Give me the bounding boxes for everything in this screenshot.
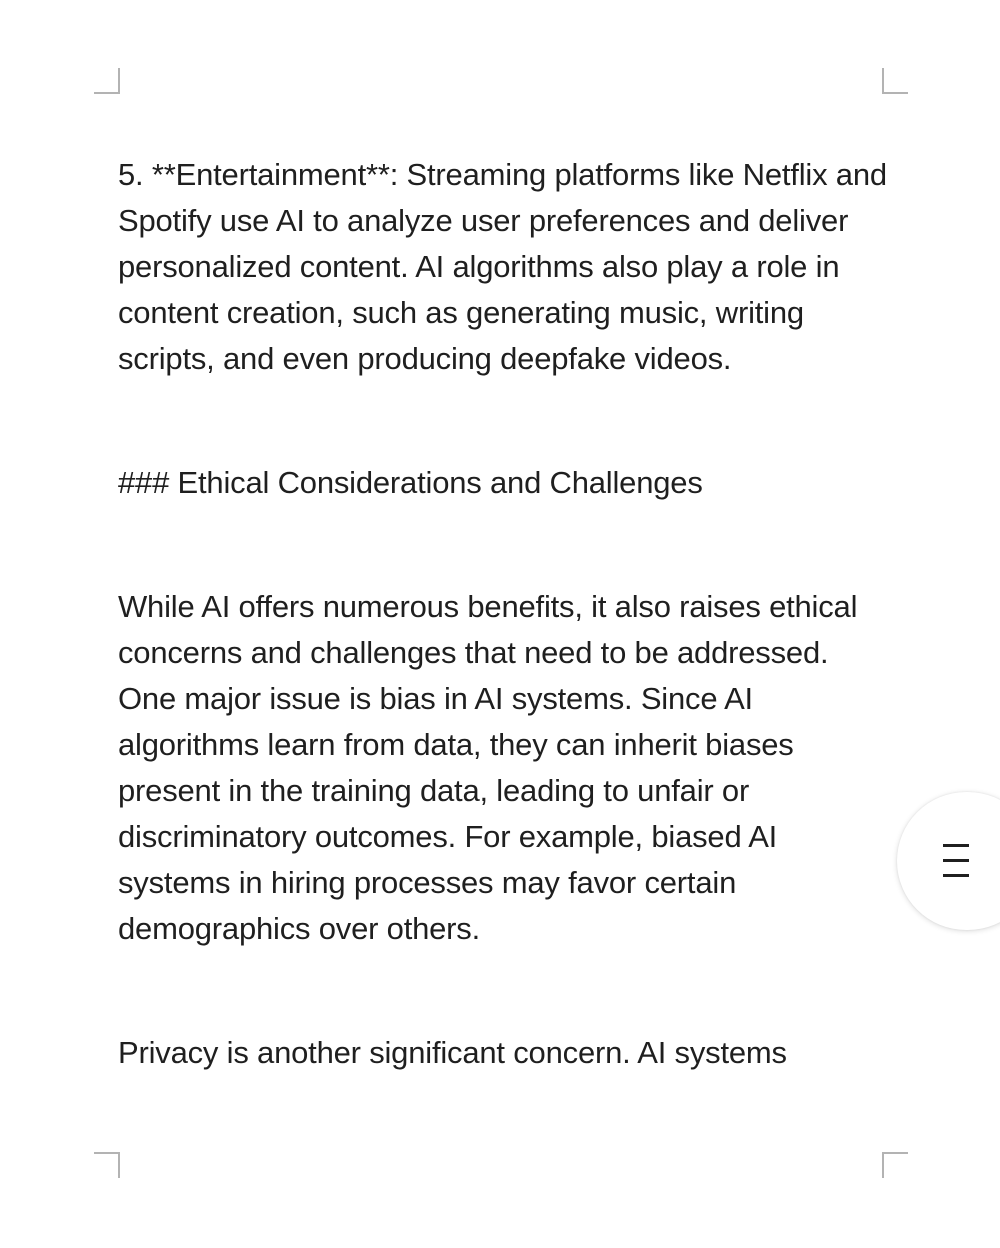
heading-ethical-considerations: ### Ethical Considerations and Challenges bbox=[118, 465, 703, 500]
page-corner-top-right bbox=[882, 68, 908, 94]
paragraph-privacy: Privacy is another significant concern. AI systems bbox=[118, 1035, 787, 1070]
menu-button[interactable] bbox=[897, 792, 1000, 930]
paragraph-bias: While AI offers numerous benefits, it also raises ethical concerns and challenges that need to be addressed. One major issue is bias in AI systems. Since AI algorithms learn from data, they can inherit biases present in the training data, leading to unfair or discriminatory outcomes. For example, biased AI systems in hiring processes may favor certain demographics over others. bbox=[118, 589, 858, 946]
page-corner-bottom-right bbox=[882, 1152, 908, 1178]
page-corner-bottom-left bbox=[94, 1152, 120, 1178]
page-corner-top-left bbox=[94, 68, 120, 94]
document-body bbox=[118, 152, 888, 1076]
paragraph-entertainment: 5. **Entertainment**: Streaming platforms like Netflix and Spotify use AI to analyze user preferences and deliver personalized content. AI algorithms also play a role in content creation, such as generating music, writing scripts, and even producing deepfake videos. bbox=[118, 157, 887, 376]
menu-icon bbox=[943, 844, 969, 878]
